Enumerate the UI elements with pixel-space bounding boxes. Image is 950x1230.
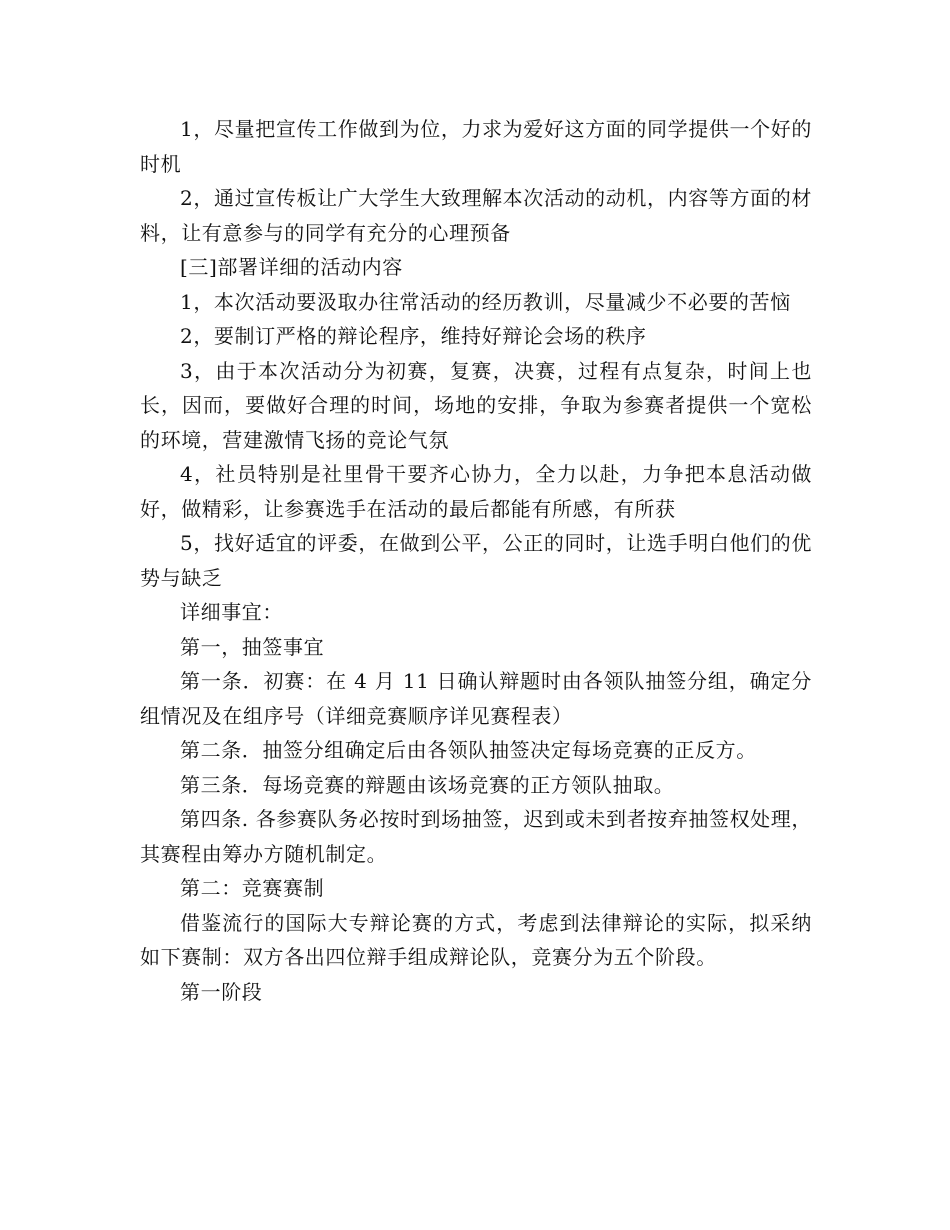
paragraph-6: 3，由于本次活动分为初赛，复赛，决赛，过程有点复杂，时间上也长，因而，要做好合理的时间，场地的安排，争取为参赛者提供一个宽松的环境，营建激情飞扬的竞论气氛 [140,358,812,452]
details-heading: 详细事宜： [180,600,283,624]
article-1: 第一条．初赛：在 4 月 11 日确认辩题时由各领队抽签分组，确定分组情况及在组序号（详细竞赛顺序详见赛程表） [140,669,812,728]
article-2: 第二条．抽签分组确定后由各领队抽签决定每场竞赛的正反方。 [180,738,757,762]
paragraph-1: 1，尽量把宣传工作做到为位，力求为爱好这方面的同学提供一个好的时机 [140,117,812,176]
paragraph-5: 2，要制订严格的辩论程序，维持好辩论会场的秩序 [180,324,647,348]
section-heading-3: [三]部署详细的活动内容 [180,255,403,279]
article-4: 第四条. 各参赛队务必按时到场抽签，迟到或未到者按弃抽签权处理，其赛程由筹办方随机制定。 [140,807,812,866]
document-body [140,112,812,1009]
competition-format-paragraph: 借鉴流行的国际大专辩论赛的方式，考虑到法律辩论的实际，拟采纳如下赛制：双方各出四位辩手组成辩论队，竞赛分为五个阶段。 [140,910,812,969]
stage-one-heading: 第一阶段 [180,979,263,1004]
lottery-heading: 第一，抽签事宜 [180,634,325,659]
paragraph-2: 2，通过宣传板让广大学生大致理解本次活动的动机，内容等方面的材料，让有意参与的同学有充分的心理预备 [140,186,812,245]
competition-format-heading: 第二：竞赛赛制 [180,876,325,900]
paragraph-7: 4，社员特别是社里骨干要齐心协力，全力以赴，力争把本息活动做好，做精彩，让参赛选手在活动的最后都能有所感，有所获 [140,462,812,521]
paragraph-4: 1，本次活动要汲取办往常活动的经历教训，尽量减少不必要的苦恼 [180,289,791,314]
article-3: 第三条．每场竞赛的辩题由该场竞赛的正方领队抽取。 [180,772,675,797]
paragraph-8: 5，找好适宜的评委，在做到公平，公正的同时，让选手明白他们的优势与缺乏 [140,531,812,590]
